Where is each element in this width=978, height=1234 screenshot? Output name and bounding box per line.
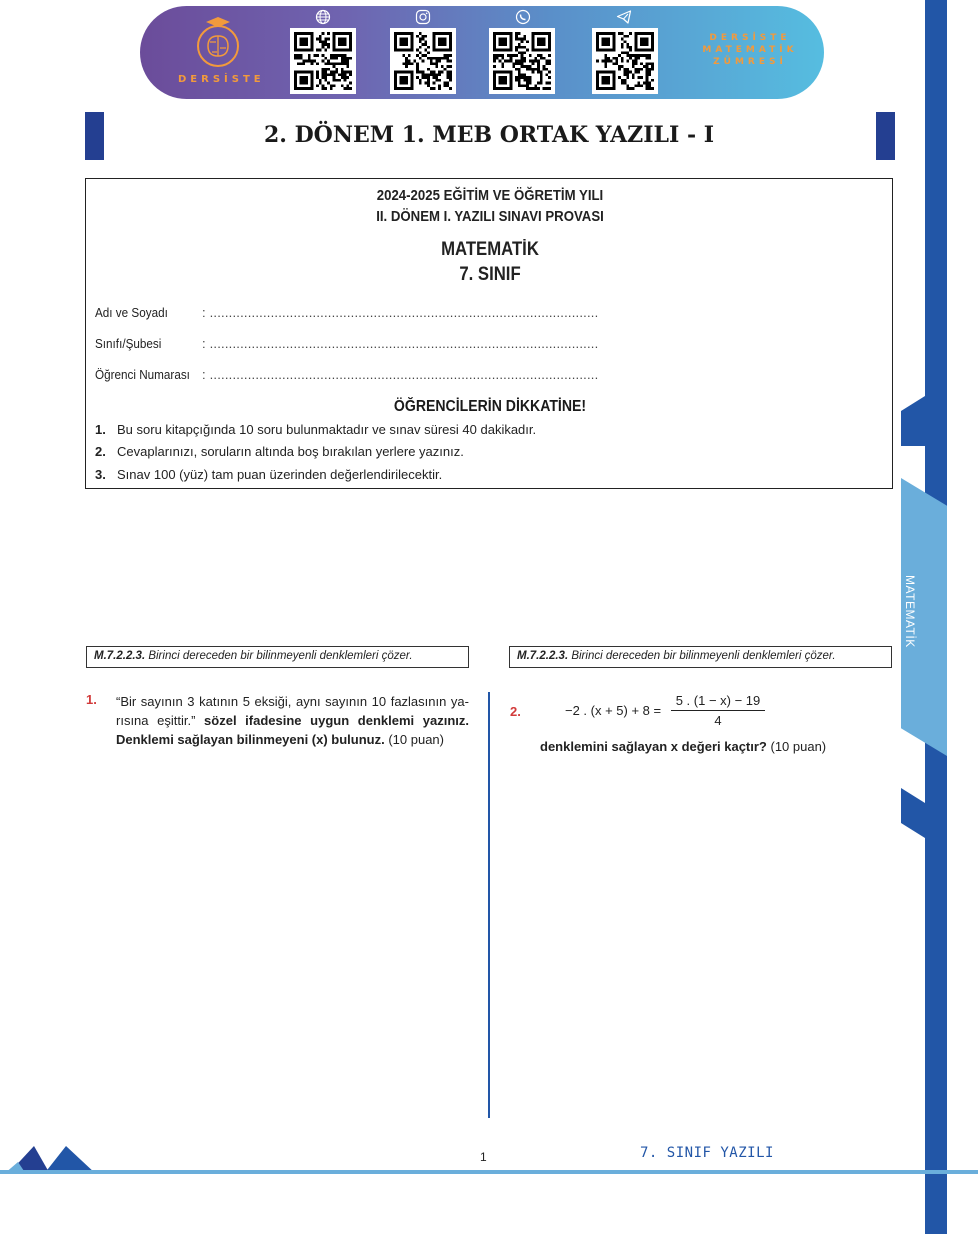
rule-num: 3. bbox=[95, 467, 106, 482]
qr-code-telegram[interactable] bbox=[592, 28, 658, 94]
question-1-text bbox=[116, 692, 469, 749]
question-bold: denklemini sağlayan x değeri kaçtır? bbox=[540, 739, 767, 754]
question-2-text bbox=[540, 739, 826, 754]
field-label: Öğrenci Numarası bbox=[95, 367, 190, 382]
page-title: 2. DÖNEM 1. MEB ORTAK YAZILI - I bbox=[263, 122, 715, 148]
instagram-icon[interactable] bbox=[415, 9, 431, 25]
question-number: 2. bbox=[510, 704, 521, 719]
fraction-numerator: 5 . (1 − x) − 19 bbox=[671, 693, 765, 711]
qr-code-website[interactable] bbox=[290, 28, 356, 94]
side-notch bbox=[901, 788, 925, 838]
equation-fraction bbox=[671, 693, 765, 728]
brand-name: DERSİSTE bbox=[178, 74, 265, 85]
column-divider bbox=[488, 692, 490, 1118]
objective-text: Birinci dereceden bir bilinmeyenli denklemleri çözer. bbox=[145, 650, 413, 662]
question-number: 1. bbox=[86, 692, 97, 707]
field-label: Adı ve Soyadı bbox=[95, 305, 168, 320]
objective-code: M.7.2.2.3. bbox=[517, 650, 569, 662]
equation-lhs: −2 . (x + 5) + 8 = bbox=[565, 703, 662, 718]
rule-text: Bu soru kitapçığında 10 soru bulunmaktadır ve sınav süresi 40 dakikadır. bbox=[117, 422, 537, 437]
zumre-line: DERSİSTE bbox=[709, 33, 791, 43]
rule-item bbox=[95, 444, 464, 459]
subject: MATEMATİK bbox=[441, 239, 539, 260]
objective-code: M.7.2.2.3. bbox=[94, 650, 146, 662]
whatsapp-icon[interactable] bbox=[515, 9, 531, 25]
attention-title: ÖĞRENCİLERİN DİKKATİNE! bbox=[393, 398, 587, 415]
field-dots: : ...................................................................................................... bbox=[202, 305, 599, 320]
field-dots: : ...................................................................................................... bbox=[202, 367, 599, 382]
field-label: Sınıfı/Şubesi bbox=[95, 336, 162, 351]
page-number: 1 bbox=[480, 1150, 487, 1164]
fraction-denominator: 4 bbox=[714, 713, 722, 728]
rule-num: 2. bbox=[95, 444, 106, 459]
zumre-line: MATEMATİK bbox=[702, 45, 798, 55]
academic-year: 2024-2025 EĞİTİM VE ÖĞRETİM YILI bbox=[376, 187, 604, 204]
qr-code-whatsapp[interactable] bbox=[489, 28, 555, 94]
objective-box-left bbox=[86, 646, 469, 668]
class-level: 7. SINIF bbox=[459, 264, 521, 285]
telegram-icon[interactable] bbox=[616, 9, 632, 25]
exam-info-box bbox=[85, 178, 893, 489]
footer-line bbox=[0, 1170, 978, 1174]
zumre-line: ZÜMRESİ bbox=[713, 57, 787, 67]
exam-type: II. DÖNEM I. YAZILI SINAVI PROVASI bbox=[376, 208, 604, 225]
objective-text: Birinci dereceden bir bilinmeyenli denklemleri çözer. bbox=[568, 650, 836, 662]
field-dots: : ...................................................................................................... bbox=[202, 336, 599, 351]
footer-label: 7. SINIF YAZILI bbox=[640, 1145, 774, 1161]
brain-logo-icon bbox=[188, 14, 248, 74]
question-points: (10 puan) bbox=[766, 739, 827, 754]
rule-num: 1. bbox=[95, 422, 106, 437]
globe-icon[interactable] bbox=[315, 9, 331, 25]
zumre-text bbox=[690, 32, 810, 68]
question-points: (10 puan) bbox=[384, 732, 444, 747]
question-plain: “Bir sayının 3 katının 5 eksiği, aynı sayının 10 fazlasının ya-rısına eşittir.” bbox=[116, 694, 469, 728]
side-notch bbox=[901, 396, 925, 446]
student-number-field[interactable] bbox=[95, 367, 598, 382]
rule-item bbox=[95, 422, 536, 437]
class-field[interactable] bbox=[95, 336, 598, 351]
rule-text: Sınav 100 (yüz) tam puan üzerinden değerlendirilecektir. bbox=[117, 467, 443, 482]
qr-code-instagram[interactable] bbox=[390, 28, 456, 94]
side-tab-label: MATEMATİK bbox=[903, 575, 917, 648]
objective-box-right bbox=[509, 646, 892, 668]
name-field[interactable] bbox=[95, 305, 598, 320]
rule-item bbox=[95, 467, 442, 482]
question-bold: sözel ifadesine uygun denklemi yazınız. Denklemi sağlayan bilinmeyeni (x) bulunuz. bbox=[116, 713, 469, 747]
rule-text: Cevaplarınızı, soruların altında boş bırakılan yerlere yazınız. bbox=[117, 444, 464, 459]
